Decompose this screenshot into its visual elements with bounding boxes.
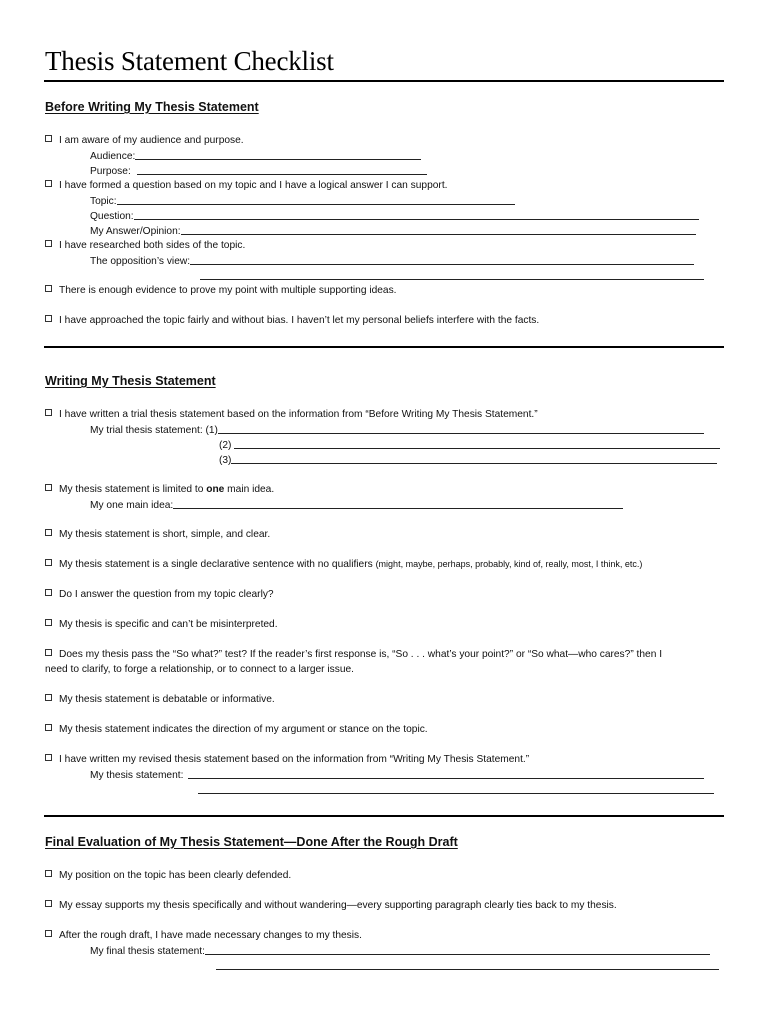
- checkbox[interactable]: [45, 619, 52, 626]
- checkbox[interactable]: [45, 409, 52, 416]
- checklist-item: I have formed a question based on my topic and I have a logical answer I can support.: [45, 179, 448, 192]
- trial-thesis-field-2: (2): [219, 438, 720, 452]
- checklist-item: There is enough evidence to prove my point with multiple supporting ideas.: [45, 284, 397, 297]
- checkbox[interactable]: [45, 240, 52, 247]
- checklist-item: Do I answer the question from my topic clearly?: [45, 588, 274, 601]
- checkbox[interactable]: [45, 180, 52, 187]
- checklist-item: My essay supports my thesis specifically and without wandering—every supporting paragraph clearly ties back to my thesis.: [45, 899, 617, 912]
- checklist-item: Does my thesis pass the “So what?” test? If the reader’s first response is, “So . . . what’s your point?” or “So what—who cares?” then I: [45, 648, 662, 661]
- checklist-item: I am aware of my audience and purpose.: [45, 134, 244, 147]
- checklist-item: My thesis statement indicates the direction of my argument or stance on the topic.: [45, 723, 428, 736]
- opposition-field: The opposition’s view:: [90, 254, 694, 268]
- question-blank[interactable]: [134, 209, 699, 220]
- thesis-blank-2[interactable]: [198, 783, 714, 794]
- checkbox[interactable]: [45, 754, 52, 761]
- checklist-item: My thesis statement is limited to one main idea.: [45, 483, 274, 496]
- trial-thesis-field: My trial thesis statement: (1): [90, 423, 704, 437]
- main-idea-field: My one main idea:: [90, 498, 623, 512]
- checklist-item: My thesis statement is a single declarative sentence with no qualifiers (might, maybe, perhaps, probably, kind of, really, most, I think, etc.): [45, 558, 642, 571]
- checklist-item: My thesis statement is short, simple, and clear.: [45, 528, 270, 541]
- trial-thesis-blank-3[interactable]: [231, 453, 717, 464]
- main-idea-blank[interactable]: [173, 498, 623, 509]
- answer-blank[interactable]: [181, 224, 696, 235]
- audience-blank[interactable]: [135, 149, 421, 160]
- checkbox[interactable]: [45, 529, 52, 536]
- trial-thesis-field-3: (3): [219, 453, 717, 467]
- checkbox[interactable]: [45, 135, 52, 142]
- checklist-item: My thesis is specific and can’t be misinterpreted.: [45, 618, 278, 631]
- checklist-item: After the rough draft, I have made necessary changes to my thesis.: [45, 929, 362, 942]
- checkbox[interactable]: [45, 315, 52, 322]
- checklist-item: I have written a trial thesis statement based on the information from “Before Writing My Thesis Statement.”: [45, 408, 538, 421]
- checkbox[interactable]: [45, 694, 52, 701]
- section-heading-final: Final Evaluation of My Thesis Statement—Done After the Rough Draft: [45, 835, 458, 849]
- checkbox[interactable]: [45, 559, 52, 566]
- opposition-blank-2[interactable]: [200, 269, 704, 280]
- checkbox[interactable]: [45, 930, 52, 937]
- checklist-item: I have approached the topic fairly and without bias. I haven’t let my personal beliefs interfere with the facts.: [45, 314, 539, 327]
- checklist-item: My position on the topic has been clearly defended.: [45, 869, 291, 882]
- checklist-item: My thesis statement is debatable or informative.: [45, 693, 275, 706]
- purpose-field: Purpose:: [90, 164, 427, 178]
- thesis-blank-1[interactable]: [188, 768, 704, 779]
- checkbox[interactable]: [45, 724, 52, 731]
- checklist-item: I have researched both sides of the topic.: [45, 239, 245, 252]
- section-divider: [44, 815, 724, 817]
- checkbox[interactable]: [45, 285, 52, 292]
- final-thesis-blank-2[interactable]: [216, 959, 719, 970]
- audience-field: Audience:: [90, 149, 421, 163]
- topic-blank[interactable]: [117, 194, 515, 205]
- title-divider: [44, 80, 724, 82]
- topic-field: Topic:: [90, 194, 515, 208]
- checklist-item-continuation: need to clarify, to forge a relationship, or to connect to a larger issue.: [45, 664, 355, 675]
- final-thesis-field: My final thesis statement:: [90, 944, 710, 958]
- answer-field: My Answer/Opinion:: [90, 224, 696, 238]
- trial-thesis-blank-2[interactable]: [234, 438, 720, 449]
- checkbox[interactable]: [45, 649, 52, 656]
- thesis-field: My thesis statement:: [90, 768, 704, 782]
- trial-thesis-blank-1[interactable]: [218, 423, 704, 434]
- checkbox[interactable]: [45, 484, 52, 491]
- checklist-item: I have written my revised thesis statement based on the information from “Writing My Thesis Statement.”: [45, 753, 529, 766]
- checkbox[interactable]: [45, 589, 52, 596]
- purpose-blank[interactable]: [137, 164, 427, 175]
- section-heading-writing: Writing My Thesis Statement: [45, 374, 216, 388]
- section-divider: [44, 346, 724, 348]
- section-heading-before: Before Writing My Thesis Statement: [45, 100, 259, 114]
- question-field: Question:: [90, 209, 699, 223]
- page-title: Thesis Statement Checklist: [45, 46, 334, 76]
- checkbox[interactable]: [45, 900, 52, 907]
- opposition-blank[interactable]: [190, 254, 694, 265]
- final-thesis-blank-1[interactable]: [205, 944, 710, 955]
- checkbox[interactable]: [45, 870, 52, 877]
